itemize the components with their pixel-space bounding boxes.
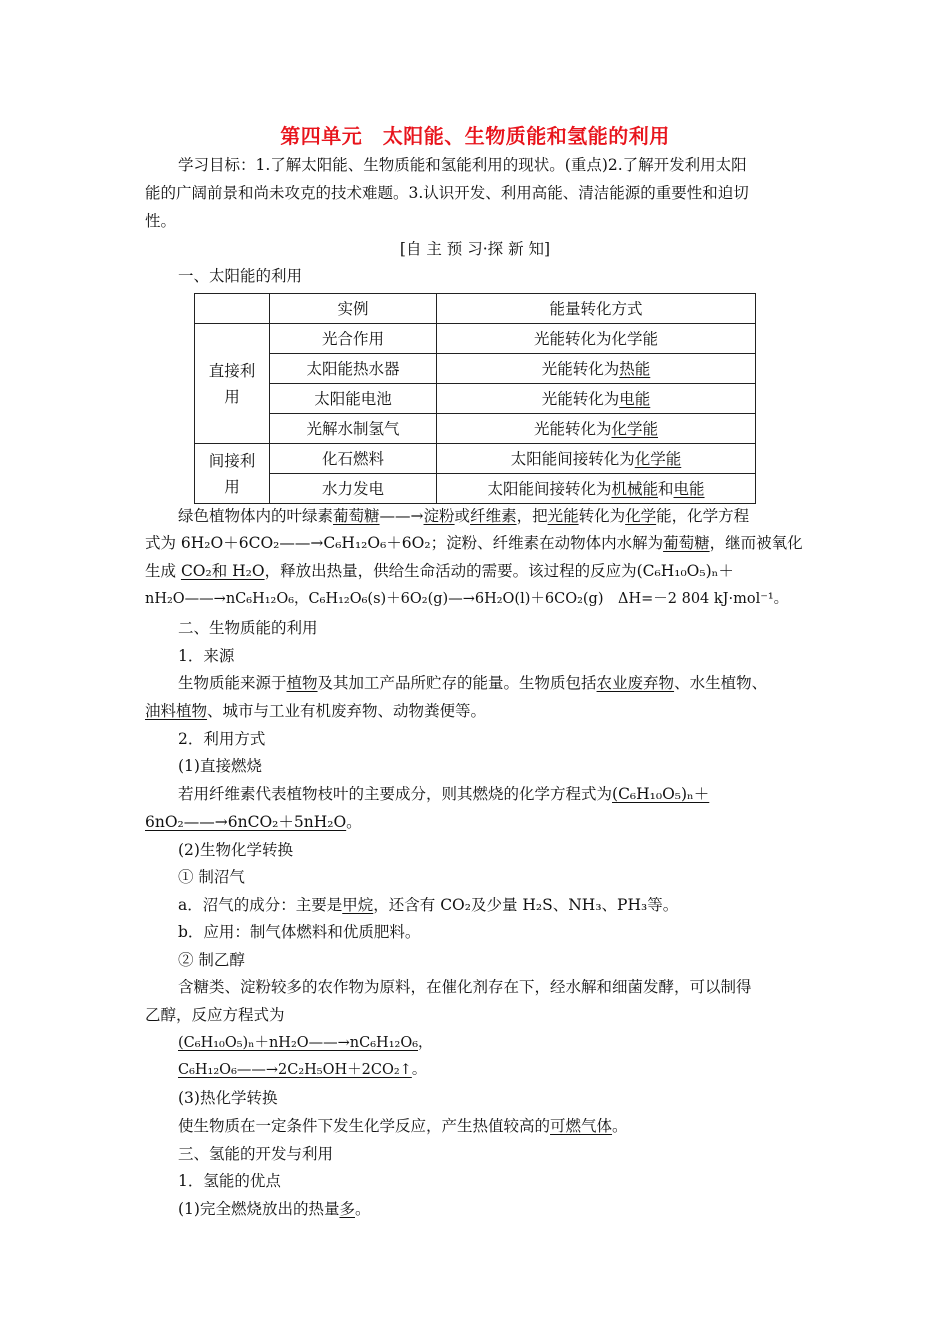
paragraph-photosynthesis: 绿色植物体内的叶绿素葡萄糖——→淀粉或纤维素，把光能转化为化学能，化学方程 [178,507,750,525]
table-row [195,384,756,414]
subheading-source: 1．来源 [178,647,235,665]
table-row [195,414,756,444]
thermochemical-text: 使生物质在一定条件下发生化学反应，产生热值较高的可燃气体。 [178,1117,628,1135]
heading-biomass: 二、生物质能的利用 [178,619,318,637]
method-thermochemical: (3)热化学转换 [178,1089,278,1107]
biogas-composition: a．沼气的成分：主要是甲烷，还含有 CO₂及少量 H₂S、NH₃、PH₃等。 [178,896,679,914]
advantage-1: (1)完全燃烧放出的热量多。 [178,1200,371,1218]
answer-blank: 热能 [619,359,651,378]
method-biochemical: (2)生物化学转换 [178,841,293,859]
source-line-2: 油料植物、城市与工业有机废弃物、动物粪便等。 [145,702,487,720]
page-title: 第四单元 太阳能、生物质能和氢能的利用 [280,124,670,148]
answer-blank: 化学能 [634,449,682,468]
burning-text-line-2: 6nO₂——→6nCO₂＋5nH₂O。 [145,813,362,831]
conversion-text: 光能转化为 [533,419,612,438]
table-cell-conversion [437,444,756,474]
source-line-1: 生物质能来源于植物及其加工产品所贮存的能量。生物质包括农业废弃物、水生植物、 [178,674,768,692]
indirect-use-cell: 间接利用 [195,444,270,504]
answer-blank: 电能 [619,389,651,408]
conversion-text: 太阳能间接转化为 [487,479,612,498]
ethanol-text-line-1: 含糖类、淀粉较多的农作物为原料，在催化剂存在下，经水解和细菌发酵，可以制得 [178,978,752,996]
equation-fermentation: C₆H₁₂O₆——→2C₂H₅OH＋2CO₂↑。 [178,1062,427,1078]
table-row [195,324,756,354]
table-cell-example: 化石燃料 [270,444,437,474]
subheading-advantages: 1．氢能的优点 [178,1172,281,1190]
heading-solar: 一、太阳能的利用 [178,267,303,285]
item-ethanol: ② 制乙醇 [178,951,245,969]
table-cell-conversion: 光能转化为化学能 [437,324,756,354]
table-row [195,444,756,474]
table-header-example: 实例 [270,294,437,324]
paragraph-line-2: 式为 6H₂O＋6CO₂——→C₆H₁₂O₆＋6O₂；淀粉、纤维素在动物体内水解为葡萄糖，继而被氧化 [145,534,803,552]
solar-utilization-table [194,293,756,504]
conversion-text: 太阳能间接转化为 [510,449,635,468]
conversion-text: 光能转化为 [541,359,620,378]
conversion-text: 光能转化为 [541,389,620,408]
table-corner-cell [195,294,270,324]
table-cell-conversion [437,414,756,444]
biogas-application: b．应用：制气体燃料和优质肥料。 [178,923,421,941]
table-cell-example: 光合作用 [270,324,437,354]
table-cell-conversion [437,384,756,414]
table-header-row [195,294,756,324]
table-cell-example: 太阳能热水器 [270,354,437,384]
paragraph-line-4: nH₂O——→nC₆H₁₂O₆，C₆H₁₂O₆(s)＋6O₂(g)—→6H₂O(l)＋6CO₂(g) ΔH=－2 804 kJ·mol⁻¹。 [145,591,789,607]
objectives-line-3: 性。 [145,212,177,230]
equation-hydrolysis: (C₆H₁₀O₅)ₙ＋nH₂O——→nC₆H₁₂O₆， [178,1035,433,1051]
section-label: [自 主 预 习·探 新 知] [399,240,551,258]
objectives-line-1: 学习目标：1.了解太阳能、生物质能和氢能利用的现状。(重点)2.了解开发利用太阳 [178,156,747,174]
table-header-conversion: 能量转化方式 [437,294,756,324]
burning-text-line-1: 若用纤维素代表植物枝叶的主要成分，则其燃烧的化学方程式为(C₆H₁₀O₅)ₙ＋ [178,785,710,803]
table-cell-example: 太阳能电池 [270,384,437,414]
direct-use-cell: 直接利用 [195,324,270,444]
conversion-text: 和 [658,479,674,498]
subheading-methods: 2．利用方式 [178,730,266,748]
table-row [195,354,756,384]
table-cell-conversion [437,354,756,384]
answer-blank: 机械能 [611,479,658,498]
table-cell-example: 光解水制氢气 [270,414,437,444]
item-biogas: ① 制沼气 [178,868,245,886]
ethanol-text-line-2: 乙醇，反应方程式为 [145,1006,285,1024]
answer-blank: 化学能 [611,419,659,438]
table-row [195,474,756,504]
objectives-line-2: 能的广阔前景和尚未攻克的技术难题。3.认识开发、利用高能、清洁能源的重要性和迫切 [145,184,749,202]
table-cell-example: 水力发电 [270,474,437,504]
answer-blank: 电能 [673,479,705,498]
table-cell-conversion [437,474,756,504]
paragraph-line-3: 生成 CO₂和 H₂O，释放出热量，供给生命活动的需要。该过程的反应为(C₆H₁₀O₅)ₙ＋ [145,562,734,580]
heading-hydrogen: 三、氢能的开发与利用 [178,1145,334,1163]
method-direct-burning: (1)直接燃烧 [178,757,262,775]
